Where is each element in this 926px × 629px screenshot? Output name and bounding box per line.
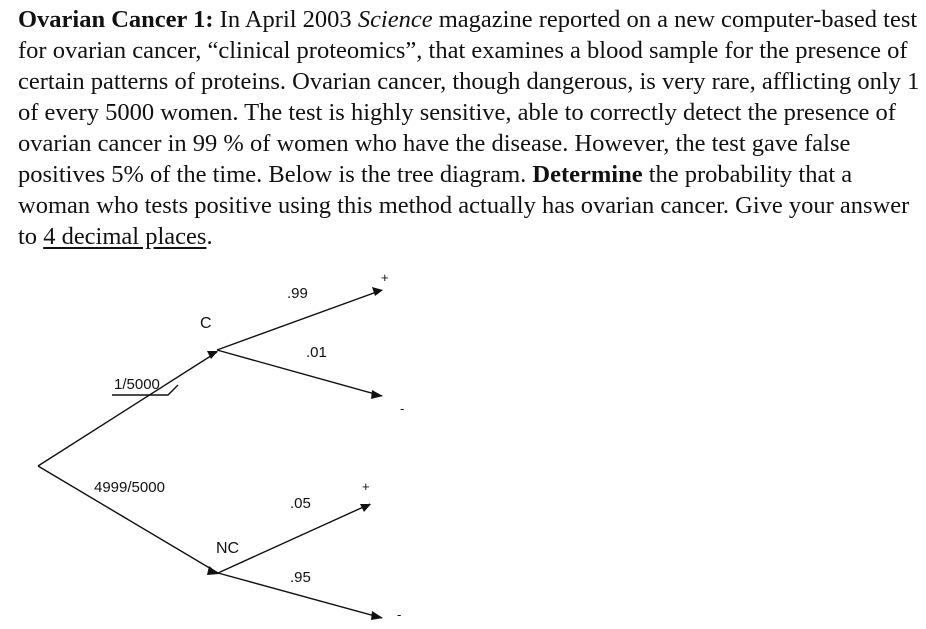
- outcome-no-cancer-negative: -: [397, 607, 402, 622]
- branch-no-cancer-to-positive: [218, 504, 370, 573]
- magazine-name: Science: [357, 6, 433, 33]
- outcome-cancer-positive: +: [381, 270, 389, 285]
- branch-prob-cancer: 1/5000: [114, 376, 160, 393]
- branch-cancer-to-negative: [217, 350, 382, 396]
- branch-prob-no-cancer-negative: .95: [290, 569, 311, 586]
- branch-prob-cancer-positive: .99: [287, 285, 308, 302]
- arrowhead-no-cancer: [207, 566, 219, 575]
- outcome-cancer-negative: -: [400, 401, 405, 416]
- problem-text-intro: In April 2003: [213, 6, 358, 33]
- node-label-cancer: C: [200, 315, 212, 332]
- arrowhead-no-cancer-negative: [371, 611, 383, 620]
- branch-prob-no-cancer-positive: .05: [290, 495, 311, 512]
- arrowhead-cancer-negative: [371, 390, 383, 399]
- arrowhead-cancer-positive: [372, 287, 383, 296]
- node-label-no-cancer: NC: [216, 540, 240, 557]
- branch-root-to-cancer: [38, 352, 217, 466]
- problem-text-body: magazine reported on a new computer-based test for ovarian cancer, “clinical proteomics”, that examines a blood sample for the presence of certain patterns of proteins. Ovarian cancer, though dangerous, is very rare, afflicting only 1 of every 5000 women. The test is highly sensitive, able to correctly detect the presence of ovarian cancer in 99 % of women who have the disease. However, the test gave false positives 5% of the time. Below is the tree diagram.: [18, 6, 920, 188]
- branch-prob-no-cancer: 4999/5000: [94, 479, 165, 496]
- outcome-no-cancer-positive: +: [362, 479, 370, 494]
- instruction-keyword: Determine: [532, 161, 643, 188]
- problem-text-end: .: [206, 223, 213, 250]
- problem-heading: Ovarian Cancer 1:: [18, 6, 214, 33]
- answer-precision: 4 decimal places: [43, 223, 207, 250]
- branch-prob-cancer-negative: .01: [306, 344, 327, 361]
- problem-text-question: the probability that a woman who tests positive using this method actually has ovarian cancer. Give your answer to: [18, 161, 910, 250]
